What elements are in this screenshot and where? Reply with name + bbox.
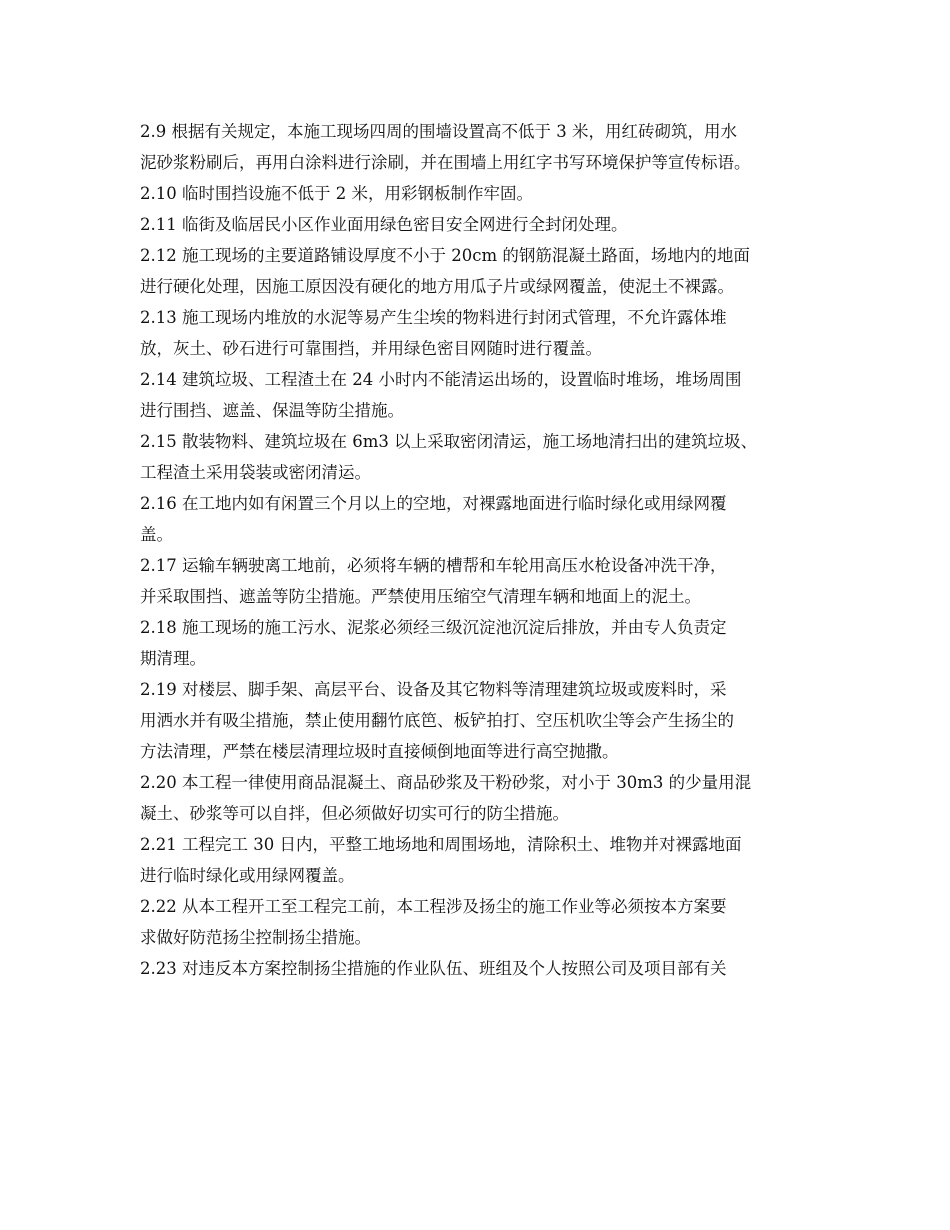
paragraph <box>140 767 830 829</box>
paragraph <box>140 891 830 953</box>
text-line: 进行围挡、遮盖、保温等防尘措施。 <box>140 401 404 420</box>
text-line: 放，灰土、砂石进行可靠围挡，并用绿色密目网随时进行覆盖。 <box>140 339 602 358</box>
text-line: 求做好防范扬尘控制扬尘措施。 <box>140 928 371 947</box>
text-line: 方法清理，严禁在楼层清理垃圾时直接倾倒地面等进行高空抛撒。 <box>140 742 619 761</box>
paragraph <box>140 550 830 612</box>
text-line: 2.11 临街及临居民小区作业面用绿色密目安全网进行全封闭处理。 <box>140 215 628 234</box>
text-line: 凝土、砂浆等可以自拌，但必须做好切实可行的防尘措施。 <box>140 804 569 823</box>
text-line: 进行硬化处理，因施工原因没有硬化的地方用瓜子片或绿网覆盖，使泥土不裸露。 <box>140 277 734 296</box>
paragraph <box>140 612 830 674</box>
paragraph <box>140 674 830 767</box>
text-line: 进行临时绿化或用绿网覆盖。 <box>140 866 355 885</box>
paragraph <box>140 302 830 364</box>
text-line: 2.21 工程完工 30 日内，平整工地场地和周围场地，清除积土、堆物并对裸露地面 <box>140 835 742 854</box>
text-line: 用洒水并有吸尘措施，禁止使用翻竹底笆、板铲拍打、空压机吹尘等会产生扬尘的 <box>140 711 734 730</box>
text-line: 2.12 施工现场的主要道路铺设厚度不小于 20cm 的钢筋混凝土路面，场地内的地面 <box>140 246 750 265</box>
text-line: 2.17 运输车辆驶离工地前，必须将车辆的槽帮和车轮用高压水枪设备冲洗干净， <box>140 556 727 575</box>
text-line: 泥砂浆粉刷后，再用白涂料进行涂刷，并在围墙上用红字书写环境保护等宣传标语。 <box>140 153 751 172</box>
text-line: 并采取围挡、遮盖等防尘措施。严禁使用压缩空气清理车辆和地面上的泥土。 <box>140 587 701 606</box>
text-line: 2.13 施工现场内堆放的水泥等易产生尘埃的物料进行封闭式管理，不允许露体堆 <box>140 308 727 327</box>
text-line: 2.9 根据有关规定，本施工现场四周的围墙设置高不低于 3 米，用红砖砌筑，用水 <box>140 122 737 141</box>
text-line: 盖。 <box>140 525 173 544</box>
text-line: 2.19 对楼层、脚手架、高层平台、设备及其它物料等清理建筑垃圾或废料时，采 <box>140 680 727 699</box>
text-line: 2.22 从本工程开工至工程完工前，本工程涉及扬尘的施工作业等必须按本方案要 <box>140 897 727 916</box>
paragraph <box>140 829 830 891</box>
text-line: 工程渣土采用袋装或密闭清运。 <box>140 463 371 482</box>
paragraph <box>140 240 830 302</box>
paragraph <box>140 953 830 984</box>
paragraph <box>140 426 830 488</box>
text-line: 2.14 建筑垃圾、工程渣土在 24 小时内不能清运出场的，设置临时堆场，堆场周围 <box>140 370 742 389</box>
document-page <box>140 116 830 984</box>
document-body <box>140 116 830 984</box>
text-line: 期清理。 <box>140 649 206 668</box>
paragraph <box>140 364 830 426</box>
text-line: 2.20 本工程一律使用商品混凝土、商品砂浆及干粉砂浆，对小于 30m3 的少量用混 <box>140 773 752 792</box>
text-line: 2.15 散装物料、建筑垃圾在 6m3 以上采取密闭清运，施工场地清扫出的建筑垃圾、 <box>140 432 758 451</box>
text-line: 2.16 在工地内如有闲置三个月以上的空地，对裸露地面进行临时绿化或用绿网覆 <box>140 494 727 513</box>
text-line: 2.23 对违反本方案控制扬尘措施的作业队伍、班组及个人按照公司及项目部有关 <box>140 959 727 978</box>
paragraph <box>140 178 830 209</box>
text-line: 2.18 施工现场的施工污水、泥浆必须经三级沉淀池沉淀后排放，并由专人负责定 <box>140 618 727 637</box>
text-line: 2.10 临时围挡设施不低于 2 米，用彩钢板制作牢固。 <box>140 184 533 203</box>
paragraph <box>140 488 830 550</box>
paragraph <box>140 116 830 178</box>
paragraph <box>140 209 830 240</box>
